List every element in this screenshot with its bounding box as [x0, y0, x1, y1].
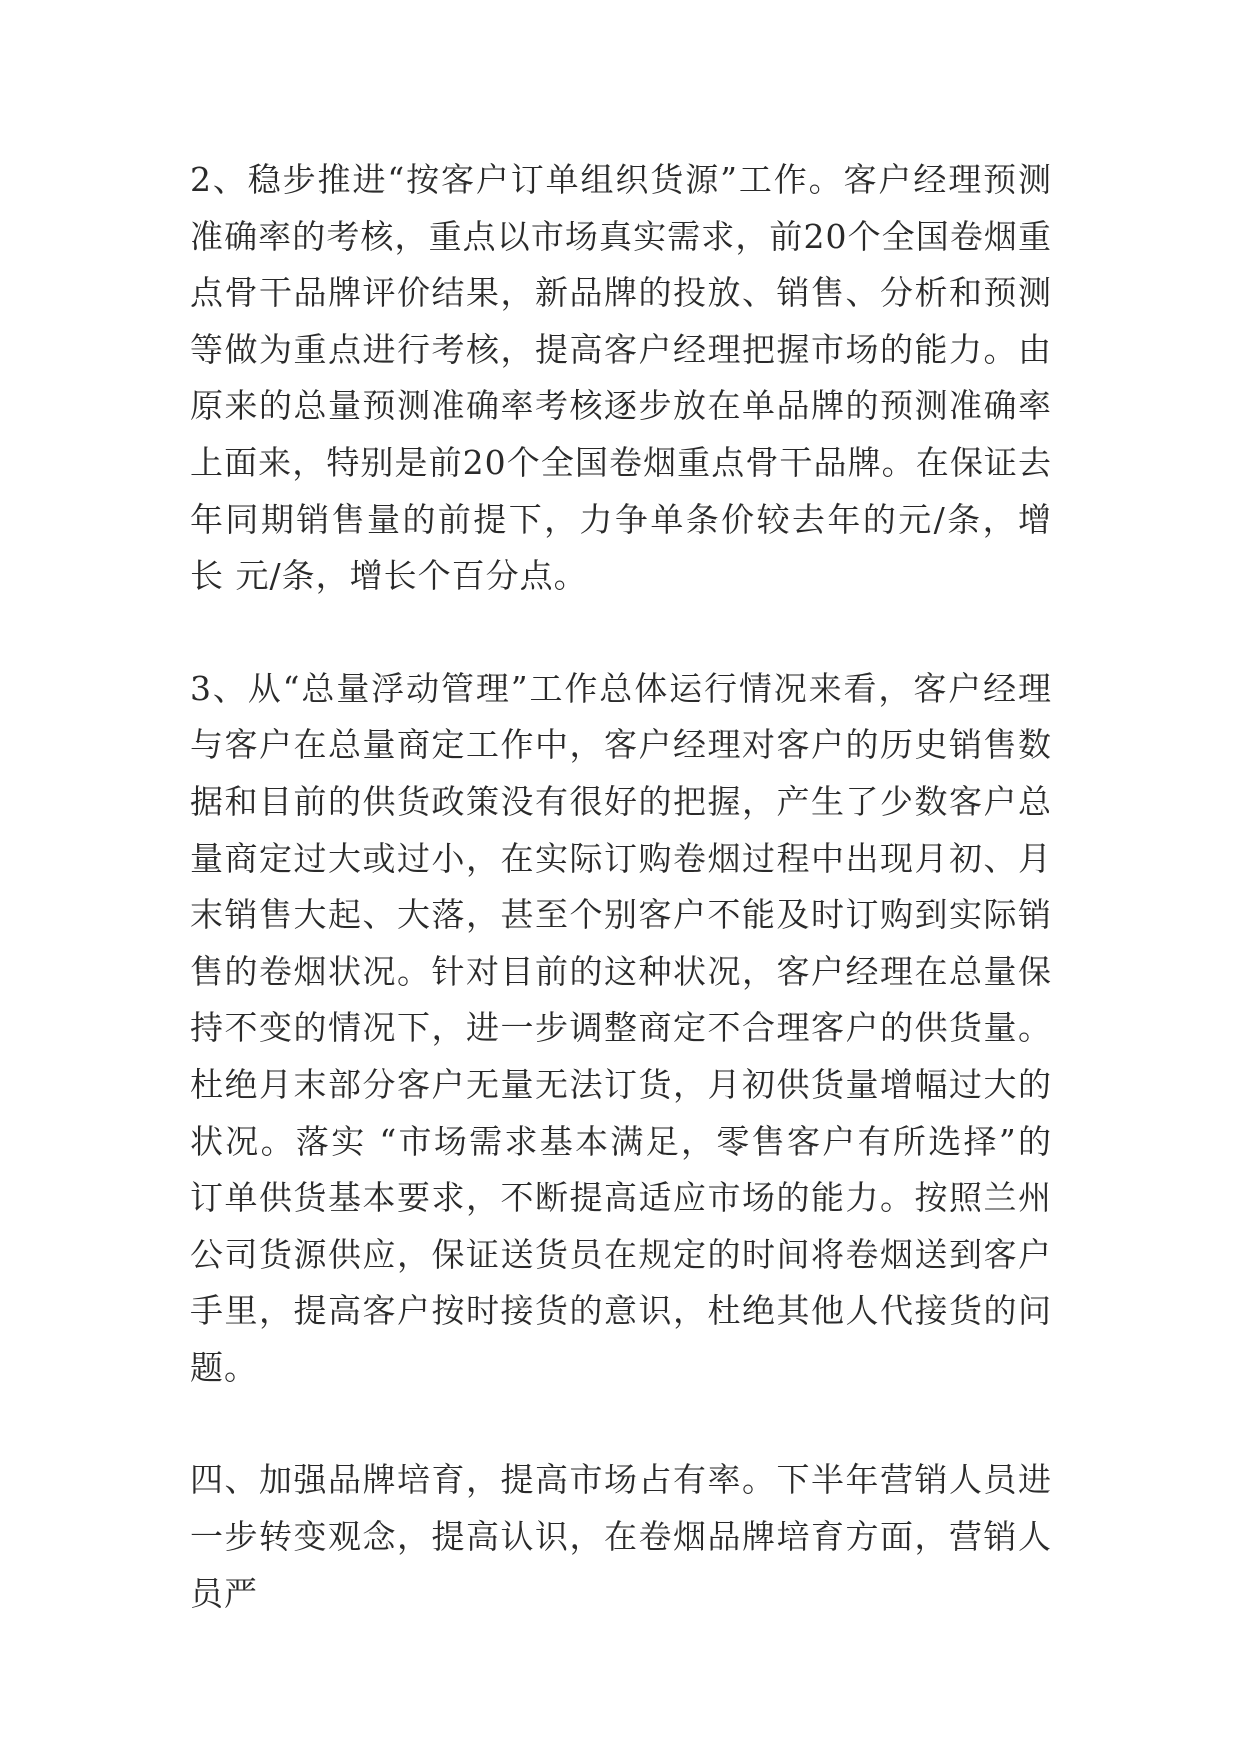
paragraph-brand-cultivation: 四、加强品牌培育，提高市场占有率。下半年营销人员进一步转变观念，提高认识，在卷烟品牌培育方面，营销人员严 — [190, 1460, 1052, 1613]
paragraph-order-sourcing: 2、稳步推进“按客户订单组织货源”工作。客户经理预测准确率的考核，重点以市场真实需求，前20个全国卷烟重点骨干品牌评价结果，新品牌的投放、销售、分析和预测等做为重点进行考核，提高客户经理把握市场的能力。由原来的总量预测准确率考核逐步放在单品牌的预测准确率上面来，特别是前20个全国卷烟重点骨干品牌。在保证去年同期销售量的前提下，力争单条价较去年的元/条，增长 元/条，增长个百分点。 — [190, 160, 1052, 596]
document-body — [190, 152, 1052, 1622]
paragraph-volume-floating-management: 3、从“总量浮动管理”工作总体运行情况来看，客户经理与客户在总量商定工作中，客户经理对客户的历史销售数据和目前的供货政策没有很好的把握，产生了少数客户总量商定过大或过小，在实际订购卷烟过程中出现月初、月末销售大起、大落，甚至个别客户不能及时订购到实际销售的卷烟状况。针对目前的这种状况，客户经理在总量保持不变的情况下，进一步调整商定不合理客户的供货量。杜绝月末部分客户无量无法订货，月初供货量增幅过大的状况。落实 “市场需求基本满足，零售客户有所选择”的订单供货基本要求，不断提高适应市场的能力。按照兰州公司货源供应，保证送货员在规定的时间将卷烟送到客户手里，提高客户按时接货的意识，杜绝其他人代接货的问题。 — [190, 668, 1052, 1387]
